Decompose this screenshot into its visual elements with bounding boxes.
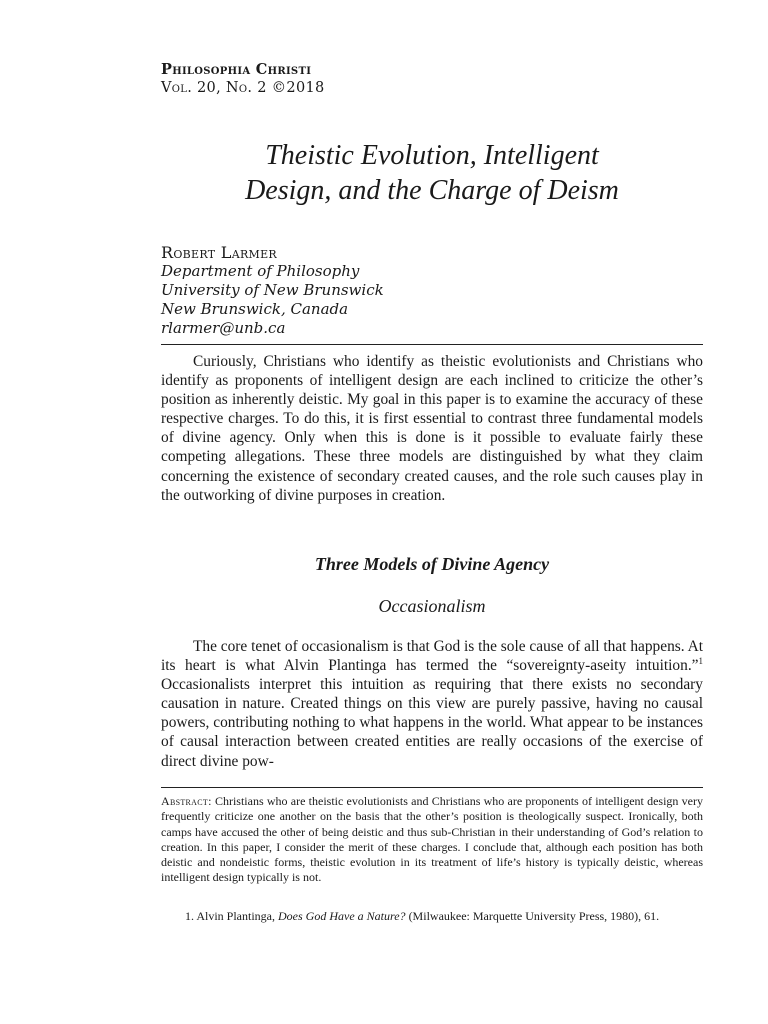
author-university: University of New Brunswick [161, 281, 384, 299]
paper-title [161, 138, 703, 208]
footnote-ref[interactable]: 1 [698, 655, 703, 666]
occasionalism-paragraph [161, 637, 703, 771]
journal-volume: Vol. 20, No. 2 ©2018 [161, 80, 325, 96]
footnote-author: Alvin Plantinga, [196, 909, 279, 923]
section-heading: Three Models of Divine Agency [314, 554, 550, 574]
footnote-book-title: Does God Have a Nature? [278, 909, 406, 923]
occasionalism-text-b: Occasionalists interpret this intuition as requiring that there exists no secondary causation in nature. Created things on this view are purely passive, having no causal powers, contributing nothing to what happens in the world. What appear to be instances of causal interaction between created entities are really occasions of the exercise of direct divine pow- [161, 676, 703, 770]
footnote-publication: (Milwaukee: Marquette University Press, 1980), 61. [405, 909, 660, 923]
author-location: New Brunswick, Canada [161, 300, 349, 318]
intro-paragraph: Curiously, Christians who identify as theistic evolutionists and Christians who identify as proponents of intelligent design are each inclined to criticize the other’s position as inherently deistic. My goal in this paper is to examine the accuracy of these respective charges. To do this, it is first essential to contrast three fundamental models of divine agency. Only when this is done is it possible to evaluate fairly these competing allegations. These three models are distinguished by what they claim concerning the existence of secondary created causes, and the role such causes play in the outworking of divine purposes in creation. [161, 353, 703, 504]
abstract-text: Christians who are theistic evolutionists and Christians who are proponents of intelligent design very frequently criticize one another on the basis that the other’s position is theologically suspect. Ironically, both camps have accused the other of being deistic and thus sub-Christian in their understanding of God’s relation to creation. In this paper, I consider the merit of these charges. I conclude that, although each position has both deistic and nondeistic forms, theistic evolution in its treatment of life’s history is typically deistic, whereas intelligent design typically is not. [161, 794, 703, 885]
abstract-label: Abstract: [161, 794, 212, 808]
author-department: Department of Philosophy [161, 262, 360, 280]
author-name: Robert Larmer [161, 243, 278, 262]
footnote-number: 1. [185, 909, 197, 923]
header-divider [161, 344, 703, 345]
title-line-1: Theistic Evolution, Intelligent [265, 140, 599, 171]
occasionalism-text-a: The core tenet of occasionalism is that God is the sole cause of all that happens. At its heart is what Alvin Plantinga has termed the “sovereignty-aseity intuition.” [161, 638, 703, 675]
abstract [161, 794, 703, 886]
author-email: rlarmer@unb.ca [161, 319, 286, 337]
journal-name: Philosophia Christi [161, 61, 312, 78]
author-block [161, 243, 384, 338]
title-line-2: Design, and the Charge of Deism [245, 175, 619, 206]
journal-header [161, 60, 325, 98]
subsection-heading: Occasionalism [378, 596, 486, 616]
footnote-1 [161, 909, 703, 924]
footnote-divider [161, 787, 703, 788]
